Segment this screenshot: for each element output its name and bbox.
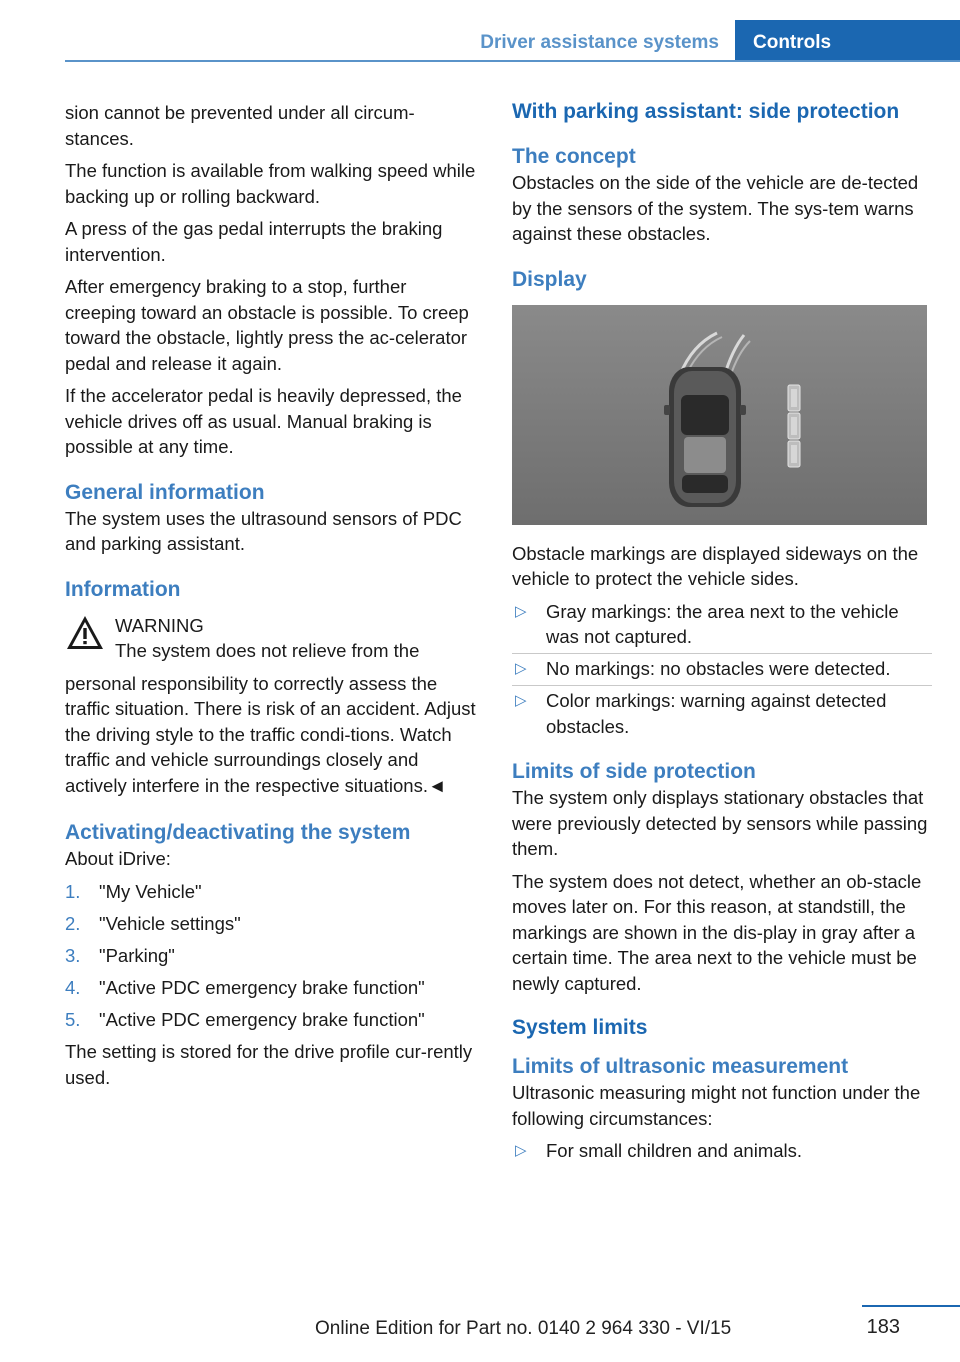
list-item: ▷ Color markings: warning against detected obstacles. <box>515 690 887 737</box>
paragraph: sion cannot be prevented under all circum-stances. <box>65 102 415 149</box>
paragraph: After emergency braking to a stop, further creeping toward an obstacle is possible. To creep toward the obstacle, lightly press the ac-celerator pedal and release it again. <box>65 276 469 374</box>
triangle-bullet-icon: ▷ <box>515 602 527 620</box>
idrive-steps-list <box>65 879 480 1033</box>
side-protection-heading: With parking assistant: side protection <box>512 100 900 123</box>
warning-block <box>65 613 480 664</box>
vehicle-top-view-icon <box>512 305 927 525</box>
limits-side-protection-heading: Limits of side protection <box>512 760 756 783</box>
triangle-bullet-icon: ▷ <box>515 660 527 677</box>
footer-rule <box>862 1305 960 1307</box>
list-item: ▷ No markings: no obstacles were detected. <box>512 656 932 682</box>
general-information-text: The system uses the ultrasound sensors of PDC and parking assistant. <box>65 507 462 554</box>
running-header-chapter: Controls <box>735 20 960 62</box>
limits-text: The system only displays stationary obstacles that were previously detected by sensors while passing them. <box>512 787 928 859</box>
list-item: 3. "Parking" <box>65 944 175 966</box>
list-item: 2. "Vehicle settings" <box>65 912 241 934</box>
side-protection-display-illustration <box>512 305 927 525</box>
ultrasonic-limits-heading: Limits of ultrasonic measurement <box>512 1055 849 1078</box>
setting-note: The setting is stored for the drive profile cur-rently used. <box>65 1041 473 1088</box>
paragraph: If the accelerator pedal is heavily depressed, the vehicle drives off as usual. Manual braking is possible at any time. <box>65 385 462 457</box>
information-heading: Information <box>65 577 181 601</box>
warning-body: personal responsibility to correctly assess the traffic situation. There is risk of an accident. Adjust the driving style to the traffic condi-tions. Watch traffic and vehicle surroundings closely and actively interfere in the respective situations.◄ <box>65 672 476 796</box>
ultrasonic-text: Ultrasonic measuring might not function under the following circumstances: <box>512 1082 921 1129</box>
activating-intro: About iDrive: <box>65 848 171 869</box>
warning-triangle-icon <box>65 613 105 653</box>
list-item: 5. "Active PDC emergency brake function" <box>65 1008 425 1030</box>
paragraph: The function is available from walking speed while backing up or rolling backward. <box>65 160 476 207</box>
triangle-bullet-icon: ▷ <box>515 692 527 709</box>
ultrasonic-limits-list <box>512 1138 932 1164</box>
display-text: Obstacle markings are displayed sideways on the vehicle to protect the vehicle sides. <box>512 542 919 589</box>
display-heading: Display <box>512 267 587 291</box>
triangle-bullet-icon: ▷ <box>515 1142 527 1159</box>
edition-note: Online Edition for Part no. 0140 2 964 330 - VI/15 <box>315 1318 732 1339</box>
warning-lead: The system does not relieve from the <box>115 640 420 661</box>
page-number: 183 <box>866 1316 900 1338</box>
right-column <box>512 100 932 1171</box>
general-information-heading: General information <box>65 480 265 504</box>
concept-heading: The concept <box>512 145 636 168</box>
list-item: ▷ Gray markings: the area next to the vehicle was not captured. <box>512 599 932 650</box>
activating-heading: Activating/deactivating the system <box>65 821 411 844</box>
list-item: 4. "Active PDC emergency brake function" <box>65 976 425 998</box>
list-item: 1. "My Vehicle" <box>65 880 202 902</box>
paragraph: A press of the gas pedal interrupts the braking intervention. <box>65 218 443 265</box>
list-item: ▷ For small children and animals. <box>512 1138 932 1164</box>
header-rule <box>65 60 960 62</box>
warning-title: WARNING <box>115 614 204 636</box>
limits-text: The system does not detect, whether an ob-stacle moves later on. For this reason, at standstill, the markings are shown in the dis-play in gray after a certain time. The area next to the vehicle must be newly captured. <box>512 870 922 994</box>
left-column <box>65 100 480 1097</box>
system-limits-heading: System limits <box>512 1016 648 1039</box>
concept-text: Obstacles on the side of the vehicle are de-tected by the sensors of the system. The sys-tem warns against these obstacles. <box>512 172 919 244</box>
running-header-section: Driver assistance systems <box>480 32 719 53</box>
display-markings-list <box>512 599 932 740</box>
